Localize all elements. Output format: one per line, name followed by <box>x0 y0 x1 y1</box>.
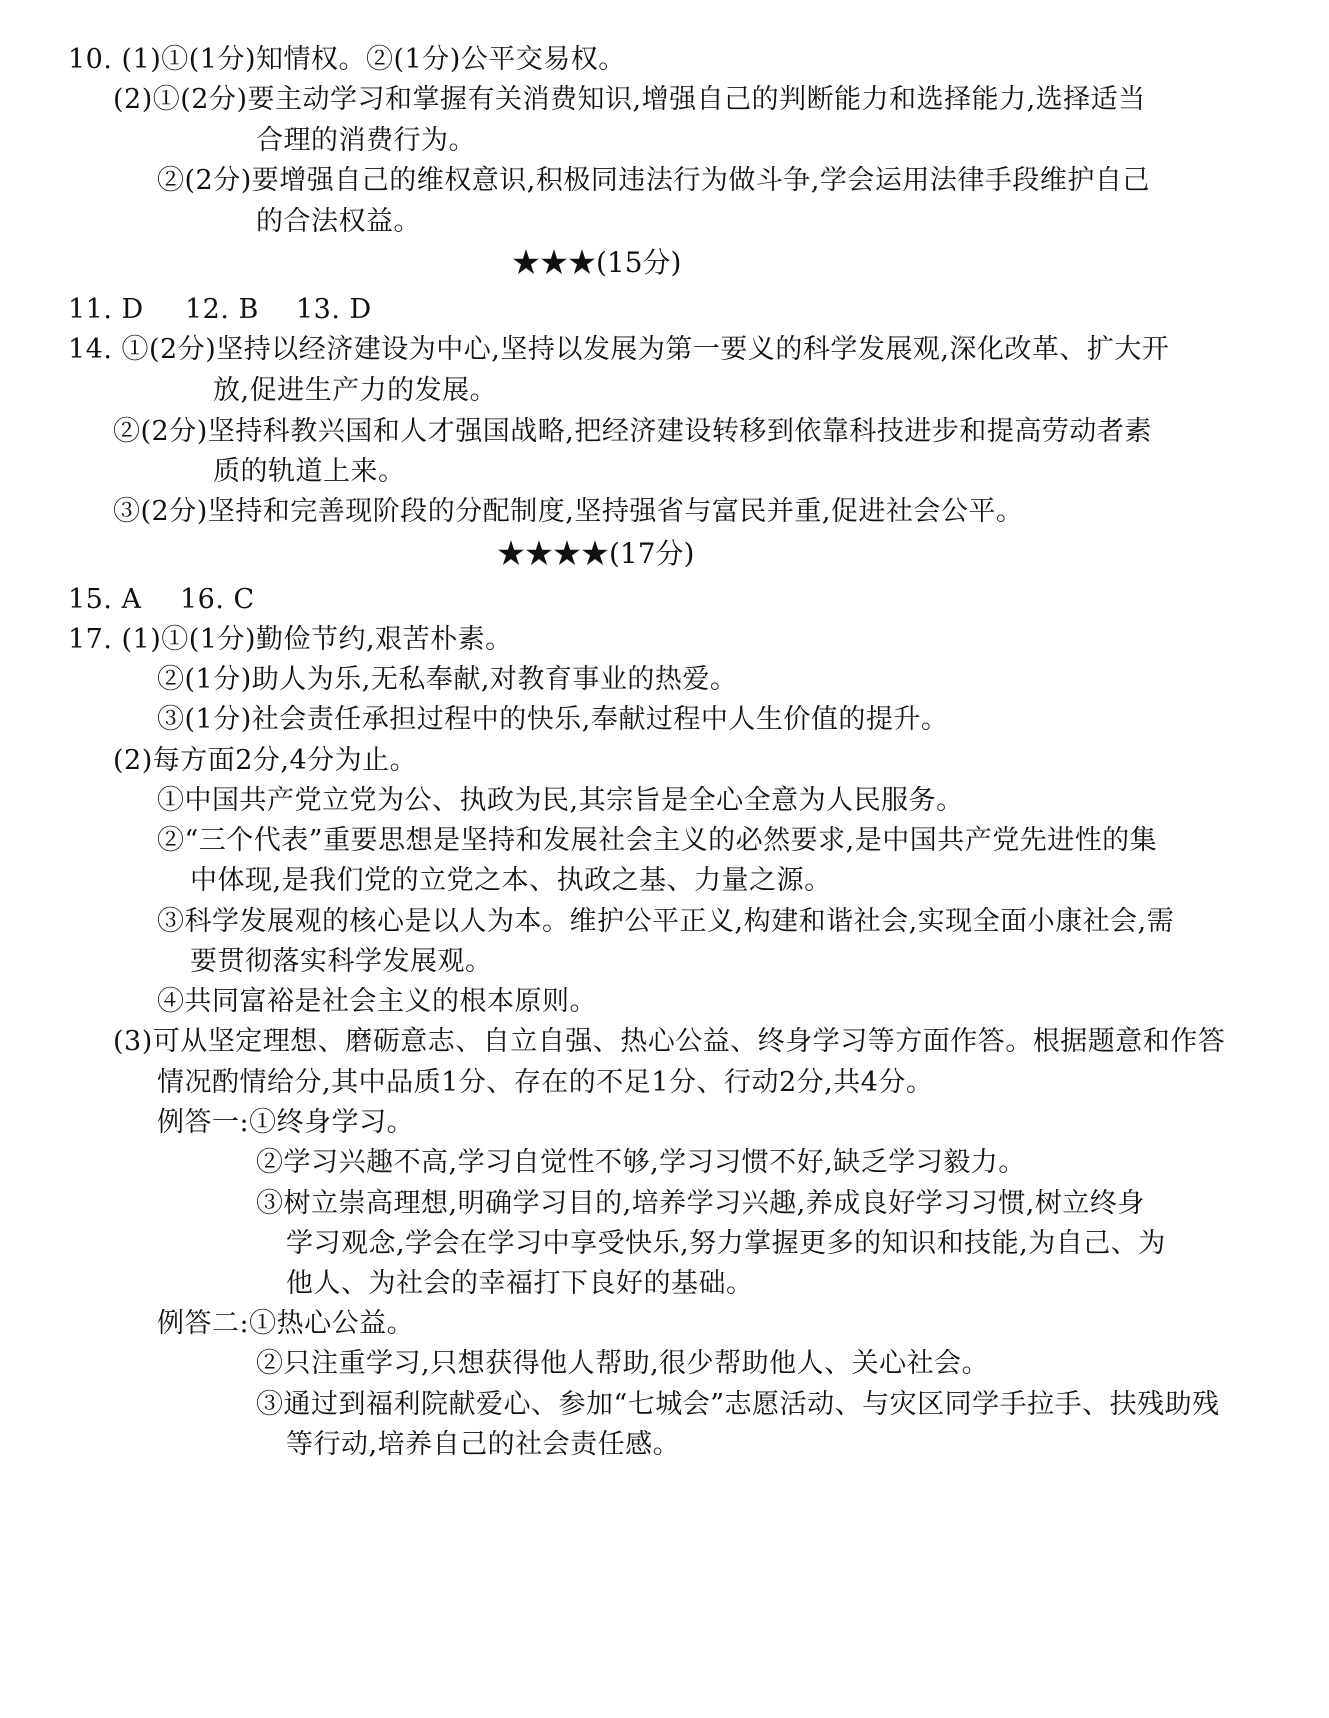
q17-line-11: (3)可从坚定理想、磨砺意志、自立自强、热心公益、终身学习等方面作答。根据题意和作答 <box>113 1026 1226 1057</box>
q17-line-6: ②“三个代表”重要思想是坚持和发展社会主义的必然要求,是中国共产党先进性的集 <box>157 825 1158 856</box>
q11-answer: 11. D <box>68 294 144 325</box>
q10-line-2: (2)①(2分)要主动学习和掌握有关消费知识,增强自己的判断能力和选择能力,选择适当 <box>113 84 1146 115</box>
q17-line-2: ②(1分)助人为乐,无私奉献,对教育事业的热爱。 <box>157 664 738 695</box>
q17-line-15: ③树立崇高理想,明确学习目的,培养学习兴趣,养成良好学习习惯,树立终身 <box>256 1188 1145 1219</box>
q13-answer: 13. D <box>296 294 372 325</box>
q17-line-16: 学习观念,学会在学习中享受快乐,努力掌握更多的知识和技能,为自己、为 <box>286 1228 1166 1259</box>
q10-line-4: ②(2分)要增强自己的维权意识,积极同违法行为做斗争,学会运用法律手段维护自己 <box>157 165 1150 196</box>
q17-line-4: (2)每方面2分,4分为止。 <box>113 745 418 776</box>
q16-answer: 16. C <box>180 584 255 615</box>
q17-line-5: ①中国共产党立党为公、执政为民,其宗旨是全心全意为人民服务。 <box>157 785 964 816</box>
q17-line-12: 情况酌情给分,其中品质1分、存在的不足1分、行动2分,共4分。 <box>157 1067 934 1098</box>
q14-line-3: ②(2分)坚持科教兴国和人才强国战略,把经济建设转移到依靠科技进步和提高劳动者素 <box>113 416 1152 447</box>
q12-answer: 12. B <box>185 294 259 325</box>
q14-line-4: 质的轨道上来。 <box>213 456 406 487</box>
q10-line-1: 10. (1)①(1分)知情权。②(1分)公平交易权。 <box>68 44 626 75</box>
q14-line-1: 14. ①(2分)坚持以经济建设为中心,坚持以发展为第一要义的科学发展观,深化改革、扩大开 <box>68 334 1170 365</box>
section-heading-three-stars: ★★★(15分) <box>512 246 682 279</box>
q17-line-17: 他人、为社会的幸福打下良好的基础。 <box>286 1268 754 1299</box>
q17-line-13: 例答一:①终身学习。 <box>157 1107 415 1138</box>
q17-line-1: 17. (1)①(1分)勤俭节约,艰苦朴素。 <box>68 624 513 655</box>
q17-line-21: 等行动,培养自己的社会责任感。 <box>286 1429 681 1460</box>
q17-line-9: 要贯彻落实科学发展观。 <box>190 946 493 977</box>
q17-line-14: ②学习兴趣不高,学习自觉性不够,学习习惯不好,缺乏学习毅力。 <box>256 1147 1026 1178</box>
q17-line-3: ③(1分)社会责任承担过程中的快乐,奉献过程中人生价值的提升。 <box>157 704 949 735</box>
q14-line-5: ③(2分)坚持和完善现阶段的分配制度,坚持强省与富民并重,促进社会公平。 <box>113 496 1024 527</box>
q17-line-10: ④共同富裕是社会主义的根本原则。 <box>157 986 597 1017</box>
q17-line-8: ③科学发展观的核心是以人为本。维护公平正义,构建和谐社会,实现全面小康社会,需 <box>157 906 1175 937</box>
q17-line-7: 中体现,是我们党的立党之本、执政之基、力量之源。 <box>190 865 832 896</box>
q17-line-20: ③通过到福利院献爱心、参加“七城会”志愿活动、与灾区同学手拉手、扶残助残 <box>256 1389 1220 1420</box>
q10-line-3: 合理的消费行为。 <box>256 125 476 156</box>
q17-line-19: ②只注重学习,只想获得他人帮助,很少帮助他人、关心社会。 <box>256 1348 990 1379</box>
q15-answer: 15. A <box>68 584 142 615</box>
q14-line-2: 放,促进生产力的发展。 <box>213 375 498 406</box>
q17-line-18: 例答二:①热心公益。 <box>157 1308 415 1339</box>
q10-line-5: 的合法权益。 <box>256 206 421 237</box>
section-heading-four-stars: ★★★★(17分) <box>497 537 695 570</box>
